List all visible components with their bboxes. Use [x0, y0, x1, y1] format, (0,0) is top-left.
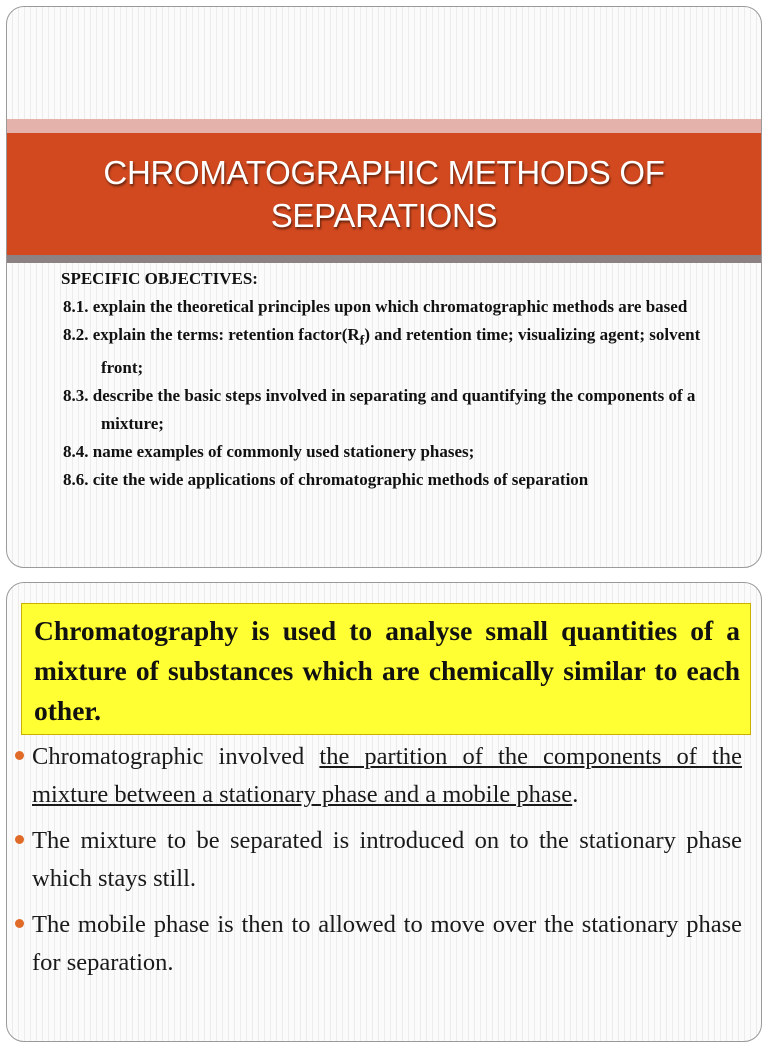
bullet-item: [15, 822, 742, 898]
objective-item: [55, 321, 745, 382]
bullet-list: [15, 738, 742, 990]
title-band-bottom-stripe: [7, 255, 761, 263]
objective-item: 8.4. name examples of commonly used stationery phases;: [63, 442, 475, 462]
slide-1: [6, 6, 762, 568]
bullet-dot-icon: [15, 919, 24, 928]
slide-title-line-2: SEPARATIONS: [270, 197, 498, 234]
objective-text: 8.2. explain the terms: retention factor(R: [63, 325, 360, 344]
bullet-dot-icon: [15, 751, 24, 760]
objective-subscript: f: [359, 332, 365, 349]
slide-title: [103, 151, 664, 237]
title-band-top-stripe: [7, 119, 761, 133]
bullet-text: .: [572, 781, 579, 808]
bullet-underlined-text: the partition of the components of the mixture between a stationary phase and a mobile phase: [32, 743, 742, 808]
objective-item: 8.1. explain the theoretical principles upon which chromatographic methods are based: [63, 297, 688, 316]
objective-item: 8.3. describe the basic steps involved in separating and quantifying the components of a mixture;: [63, 386, 696, 434]
objectives-list: [55, 265, 745, 494]
bullet-text: The mobile phase is then to allowed to move over the stationary phase for separation.: [32, 911, 742, 976]
objectives-heading: SPECIFIC OBJECTIVES:: [61, 269, 258, 288]
slide-title-line-1: CHROMATOGRAPHIC METHODS OF: [103, 154, 665, 191]
bullet-item: [15, 738, 742, 814]
objective-item: 8.6. cite the wide applications of chromatographic methods of separation: [63, 470, 589, 490]
title-band: [7, 133, 761, 255]
bullet-text: Chromatographic involved: [32, 743, 320, 770]
bullet-dot-icon: [15, 835, 24, 844]
objective-text: ) and retention time; visualizing agent; solvent front;: [101, 325, 701, 378]
slide-2: [6, 582, 762, 1042]
bullet-item: [15, 906, 742, 982]
highlight-box: Chromatography is used to analyse small quantities of a mixture of substances which are chemically similar to each other.: [21, 603, 751, 735]
bullet-text: The mixture to be separated is introduced on to the stationary phase which stays still.: [32, 827, 742, 892]
